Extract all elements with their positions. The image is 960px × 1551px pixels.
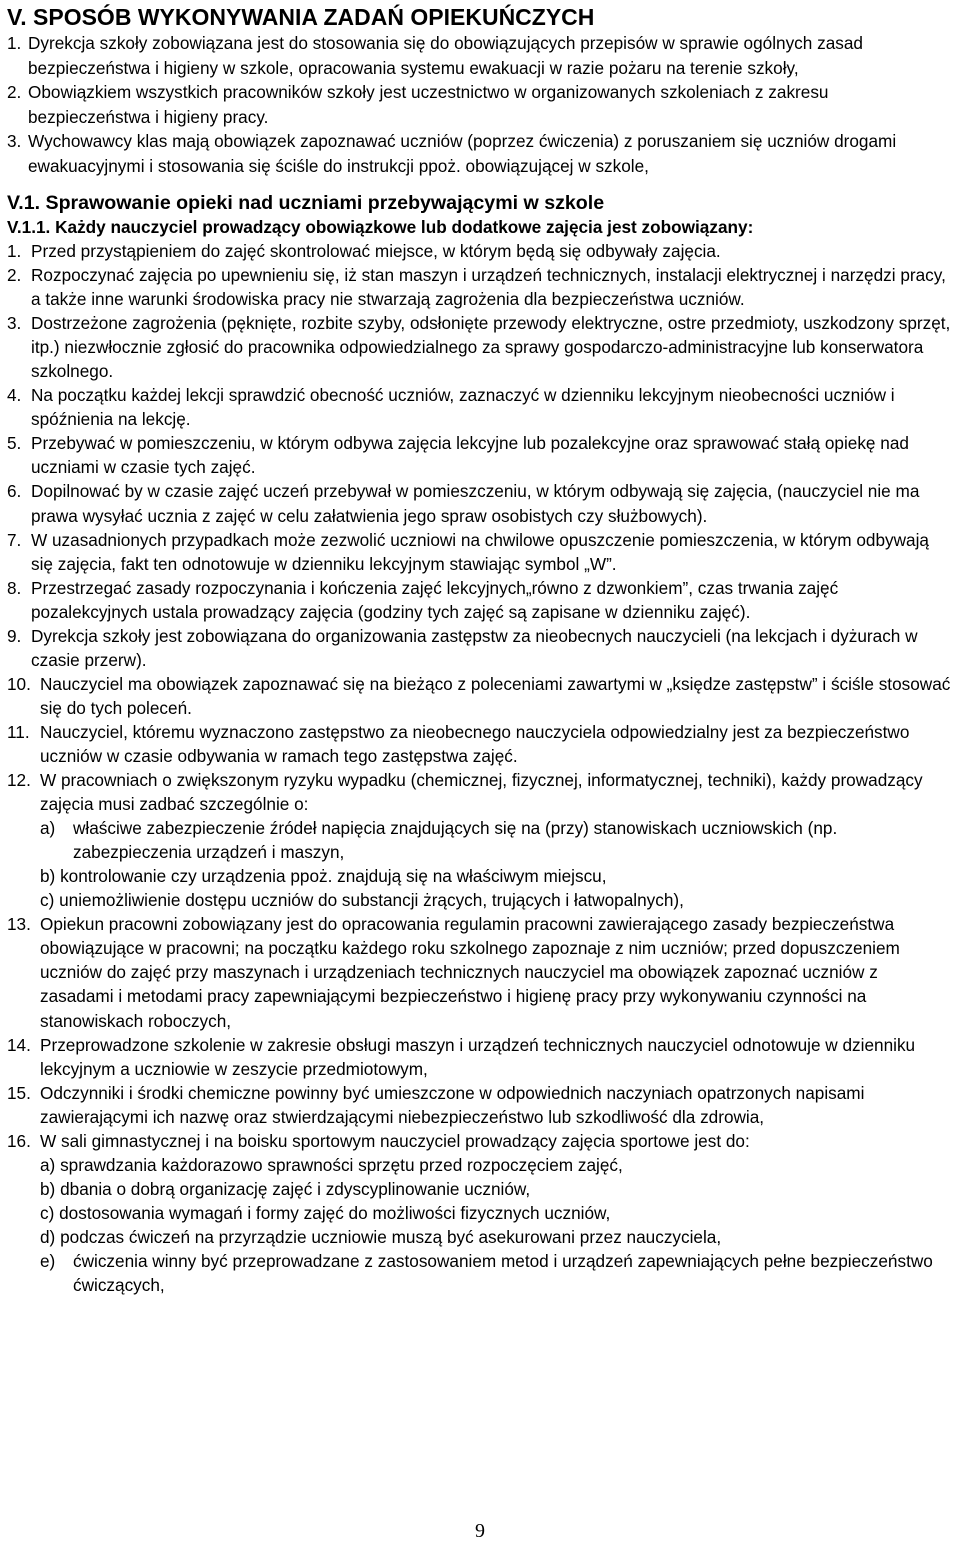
sub-item-letter: c) xyxy=(40,890,55,911)
duties-list xyxy=(7,239,955,1297)
list-item xyxy=(7,129,955,178)
sub-item xyxy=(40,1153,955,1177)
list-item xyxy=(7,576,955,624)
list-item xyxy=(7,1129,955,1297)
item-number: 3. xyxy=(7,131,22,151)
item-number: 2. xyxy=(7,82,22,102)
list-item xyxy=(7,672,955,720)
sub-item xyxy=(40,1201,955,1225)
item-text: W sali gimnastycznej i na boisku sportowym nauczyciel prowadzący zajęcia sportowe jest do: xyxy=(40,1130,750,1151)
list-item xyxy=(7,383,955,431)
document-body xyxy=(7,4,955,1297)
item-text: Przed przystąpieniem do zajęć skontrolować miejsce, w którym będą się odbywały zajęcia. xyxy=(31,241,721,261)
item-text: Na początku każdej lekcji sprawdzić obecność uczniów, zaznaczyć w dzienniku lekcyjnym nieobecności uczniów i spóźnienia na lekcję. xyxy=(31,385,895,430)
item-number: 5. xyxy=(7,433,22,454)
page-number: 9 xyxy=(475,1520,485,1542)
list-item xyxy=(7,624,955,672)
item-number: 4. xyxy=(7,385,22,406)
sub-item xyxy=(40,1249,955,1297)
item-text: Wychowawcy klas mają obowiązek zapoznawać uczniów (poprzez ćwiczenia) z poruszaniem się uczniów drogami ewakuacyjnymi i stosowania się ściśle do instrukcji ppoż. obowiązującej w szkole, xyxy=(28,131,897,176)
item-text: Rozpoczynać zajęcia po upewnieniu się, iż stan maszyn i urządzeń technicznych, instalacji elektrycznej i narzędzi pracy, a także inne warunki środowiska pracy nie stwarzają zagrożenia dla bezpieczeństwa uczniów. xyxy=(31,265,946,310)
subsection-title: V.1. Sprawowanie opieki nad uczniami przebywającymi w szkole xyxy=(7,192,605,214)
list-item xyxy=(7,912,955,1032)
item-text: Przeprowadzone szkolenie w zakresie obsługi maszyn i urządzeń technicznych nauczyciel odnotowuje w dzienniku lekcyjnym a uczniowie w zeszycie przedmiotowym, xyxy=(40,1034,916,1079)
item-text: Nauczyciel ma obowiązek zapoznawać się na bieżąco z poleceniami zawartymi w „księdze zastępstw” i ściśle stosować się do tych poleceń. xyxy=(40,673,951,718)
item-text: Przestrzegać zasady rozpoczynania i kończenia zajęć lekcyjnych„równo z dzwonkiem”, czas trwania zajęć pozalekcyjnych ustala prowadzący zajęcia (godziny tych zajęć są zapisane w dzienniku zajęć). xyxy=(31,577,839,622)
sub-item xyxy=(40,864,955,888)
item-number: 1. xyxy=(7,241,22,261)
sub-item-letter: e) xyxy=(40,1250,56,1271)
item-text: Odczynniki i środki chemiczne powinny być umieszczone w odpowiednich naczyniach opatrzonych napisami zawierającymi ich nazwę oraz stwierdzającymi niebezpieczeństwo lub szkodliwość dla zdrowia, xyxy=(40,1082,865,1127)
list-item xyxy=(7,31,955,80)
intro-list xyxy=(7,31,955,178)
item-number: 14. xyxy=(7,1034,31,1055)
sub-item-text: sprawdzania każdorazowo sprawności sprzętu przed rozpoczęciem zajęć, xyxy=(60,1154,623,1175)
sub-item-letter: a) xyxy=(40,1154,56,1175)
sub-item xyxy=(40,888,955,912)
list-item xyxy=(7,80,955,129)
list-item xyxy=(7,720,955,768)
sub-item-letter: c) xyxy=(40,1202,55,1223)
sub-item-letter: a) xyxy=(40,818,56,839)
item-text: Obowiązkiem wszystkich pracowników szkoły jest uczestnictwo w organizowanych szkoleniach z zakresu bezpieczeństwa i higieny pracy. xyxy=(28,82,829,127)
sub-item-text: podczas ćwiczeń na przyrządzie uczniowie muszą być asekurowani przez nauczyciela, xyxy=(60,1226,722,1247)
sub-item xyxy=(40,816,955,864)
item-number: 12. xyxy=(7,770,31,791)
item-number: 10. xyxy=(7,673,31,694)
item-text: Nauczyciel, któremu wyznaczono zastępstwo za nieobecnego nauczyciela odpowiedzialny jest za bezpieczeństwo uczniów w czasie odbywania w ramach tego zastępstwa zajęć. xyxy=(40,721,910,766)
sub-item-text: ćwiczenia winny być przeprowadzane z zastosowaniem metod i urządzeń zapewniających pełne bezpieczeństwo ćwiczących, xyxy=(73,1250,933,1296)
list-item xyxy=(7,528,955,576)
item-text: Dyrekcja szkoły zobowiązana jest do stosowania się do obowiązujących przepisów w sprawie ogólnych zasad bezpieczeństwa i higieny w szkole, opracowania systemu ewakuacji w razie pożaru na terenie szkoły, xyxy=(28,33,863,78)
sub-item xyxy=(40,1225,955,1249)
sub-item-text: uniemożliwienie dostępu uczniów do substancji żrących, trujących i łatwopalnych), xyxy=(59,890,684,911)
section-title: V. SPOSÓB WYKONYWANIA ZADAŃ OPIEKUŃCZYCH xyxy=(7,4,595,30)
sub-item-text: kontrolowanie czy urządzenia ppoż. znajdują się na właściwym miejscu, xyxy=(60,866,607,887)
sub-item-text: dbania o dobrą organizację zajęć i zdyscyplinowanie uczniów, xyxy=(60,1178,531,1199)
item-text: Dopilnować by w czasie zajęć uczeń przebywał w pomieszczeniu, w którym odbywają się zajęcia, (nauczyciel nie ma prawa wysyłać ucznia z zajęć w celu załatwienia jego spraw osobistych czy służbowych). xyxy=(31,481,920,526)
item-number: 1. xyxy=(7,33,22,53)
item-number: 7. xyxy=(7,529,22,550)
list-item xyxy=(7,311,955,383)
sub-item-text: dostosowania wymagań i formy zajęć do możliwości fizycznych uczniów, xyxy=(59,1202,611,1223)
sub-item xyxy=(40,1177,955,1201)
list-item xyxy=(7,239,955,263)
list-item xyxy=(7,263,955,311)
item-text: Opiekun pracowni zobowiązany jest do opracowania regulamin pracowni zawierającego zasady bezpieczeństwa obowiązujące w pracowni; na początku każdego roku szkolnego zapoznaje z nim uczniów; przed dopuszczeniem uczniów do zajęć przy maszynach i urządzeniach technicznych nauczyciel ma obowiązek zapoznać uczniów z zasadami i metodami pracy zapewniającymi bezpieczeństwo i higienę pracy przy wykonywaniu czynności na stanowiskach roboczych, xyxy=(40,914,900,1031)
item-text: Dyrekcja szkoły jest zobowiązana do organizowania zastępstw za nieobecnych nauczycieli (na lekcjach i dyżurach w czasie przerw). xyxy=(31,625,918,670)
item-number: 13. xyxy=(7,914,31,935)
item-number: 2. xyxy=(7,265,22,286)
item-number: 9. xyxy=(7,625,22,646)
item-text: W pracowniach o zwiększonym ryzyku wypadku (chemicznej, fizycznej, informatycznej, techniki), każdy prowadzący zajęcia musi zadbać szczególnie o: xyxy=(40,770,923,815)
item-text: Przebywać w pomieszczeniu, w którym odbywa zajęcia lekcyjne lub pozalekcyjne oraz sprawować stałą opiekę nad uczniami w czasie tych zajęć. xyxy=(31,433,909,478)
list-item xyxy=(7,479,955,527)
item-number: 11. xyxy=(7,721,30,742)
item-text: W uzasadnionych przypadkach może zezwolić uczniowi na chwilowe opuszczenie pomieszczenia, w którym odbywają się zajęcia, fakt ten odnotowuje w dzienniku lekcyjnym stawiając symbol „W”. xyxy=(31,529,929,574)
subsubsection-title: V.1.1. Każdy nauczyciel prowadzący obowiązkowe lub dodatkowe zajęcia jest zobowiązany: xyxy=(7,217,754,237)
list-item xyxy=(7,431,955,479)
item-number: 15. xyxy=(7,1082,31,1103)
list-item xyxy=(7,1033,955,1081)
sub-item-text: właściwe zabezpieczenie źródeł napięcia znajdujących się na (przy) stanowiskach uczniowskich (np. zabezpieczenia urządzeń i maszyn, xyxy=(73,818,838,863)
sub-item-letter: b) xyxy=(40,1178,56,1199)
item-number: 6. xyxy=(7,481,22,502)
item-number: 8. xyxy=(7,577,22,598)
sub-item-letter: d) xyxy=(40,1226,56,1247)
list-item xyxy=(7,1081,955,1129)
list-item xyxy=(7,768,955,912)
item-number: 3. xyxy=(7,313,22,334)
item-text: Dostrzeżone zagrożenia (pęknięte, rozbite szyby, odsłonięte przewody elektryczne, ostre przedmioty, uszkodzony sprzęt, itp.) niezwłocznie zgłosić do pracownika odpowiedzialnego za sprawy gospodarczo-administracyjne lub konserwatora szkolnego. xyxy=(31,313,951,382)
item-number: 16. xyxy=(7,1130,31,1151)
sub-item-letter: b) xyxy=(40,866,56,887)
